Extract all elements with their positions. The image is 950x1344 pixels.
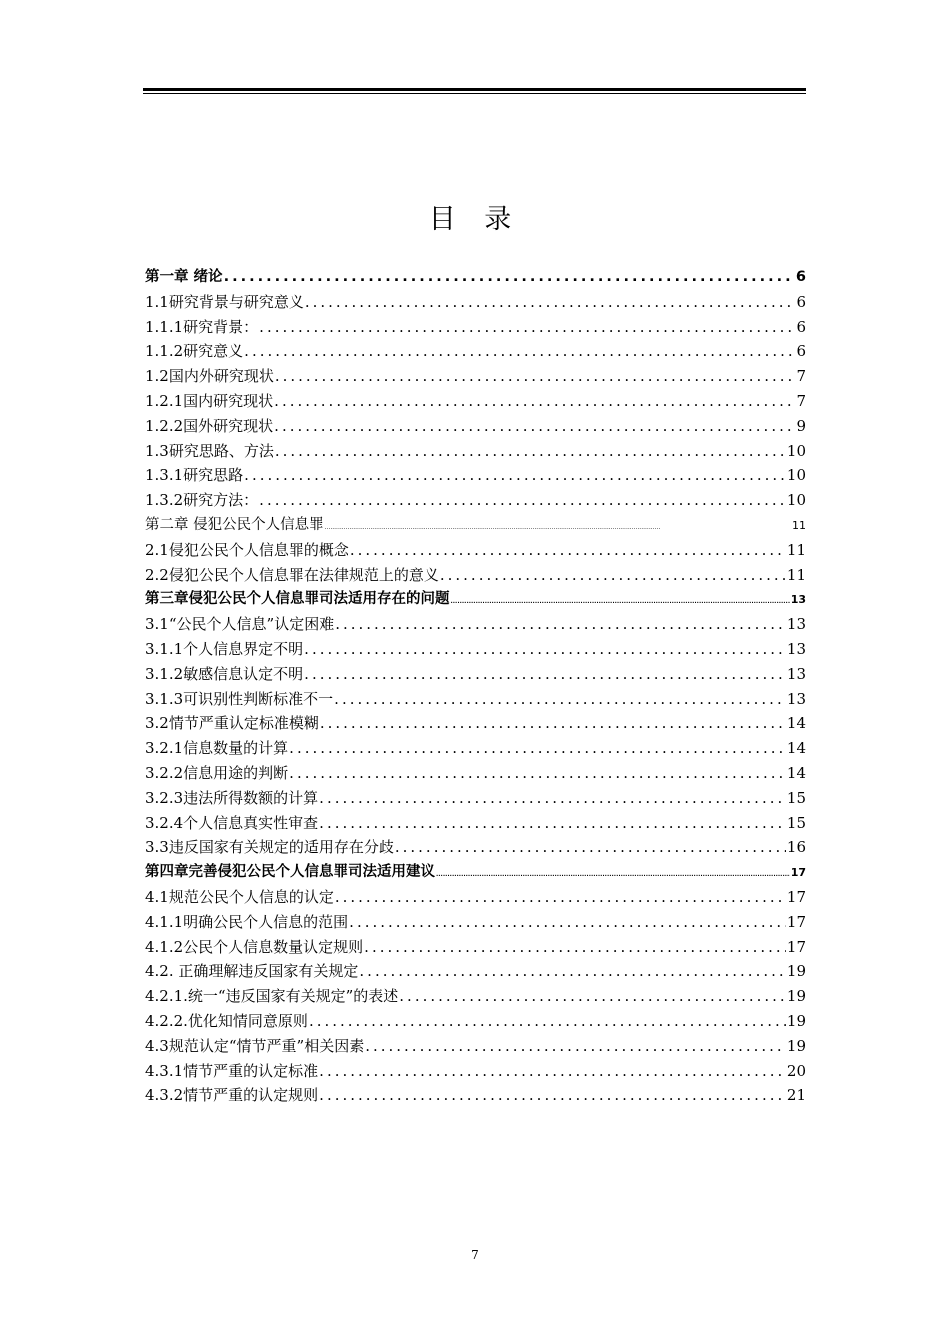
- header-rule-thick: [143, 88, 806, 91]
- toc-entry-label: 4.1.2公民个人信息数量认定规则: [145, 937, 364, 956]
- toc-entry-label: 第一章 绪论: [145, 269, 223, 285]
- toc-entry-label: 4.2. 正确理解违反国家有关规定: [145, 962, 359, 981]
- toc-entry-label: 1.2.2国外研究现状: [145, 416, 274, 435]
- toc-entry-page: 20: [786, 1061, 806, 1080]
- toc-entry-page: 9: [796, 416, 806, 435]
- toc-leader: [289, 736, 786, 761]
- toc-leader: [349, 910, 786, 935]
- toc-entry-page: 6: [795, 269, 806, 285]
- toc-leader: [309, 1009, 786, 1034]
- toc-entry-label: 4.2.1.统一“违反国家有关规定”的表述: [145, 987, 399, 1006]
- toc-entry-page: 6: [796, 317, 806, 336]
- table-of-contents: [145, 265, 806, 1108]
- toc-entry[interactable]: [145, 290, 806, 315]
- toc-entry-label: 3.2情节严重认定标准模糊: [145, 714, 319, 733]
- toc-entry[interactable]: [145, 935, 806, 960]
- toc-title: 目 录: [428, 204, 522, 235]
- toc-entry-label: 1.2国内外研究现状: [145, 367, 274, 386]
- toc-entry[interactable]: [145, 736, 806, 761]
- toc-entry-page: 16: [786, 838, 806, 857]
- toc-leader: [304, 637, 786, 662]
- toc-entry[interactable]: [145, 910, 806, 935]
- toc-leader: [224, 265, 795, 290]
- toc-leader: [274, 414, 795, 439]
- toc-leader: [335, 885, 786, 910]
- toc-entry[interactable]: [145, 463, 806, 488]
- toc-entry-label: 第三章侵犯公民个人信息罪司法适用存在的问题: [145, 591, 450, 608]
- toc-entry[interactable]: [145, 513, 806, 538]
- toc-entry-label: 3.2.4个人信息真实性审查: [145, 813, 319, 832]
- toc-entry[interactable]: [145, 1009, 806, 1034]
- toc-entry[interactable]: [145, 984, 806, 1009]
- toc-entry[interactable]: [145, 662, 806, 687]
- toc-entry-label: 第四章完善侵犯公民个人信息罪司法适用建议: [145, 864, 435, 881]
- toc-entry[interactable]: [145, 488, 806, 513]
- toc-entry-page: 19: [786, 1036, 806, 1055]
- toc-leader: [275, 364, 796, 389]
- toc-entry[interactable]: [145, 835, 806, 860]
- toc-entry-page: 13: [786, 689, 806, 708]
- toc-entry-page: 11: [786, 565, 806, 584]
- toc-leader: [319, 811, 786, 836]
- toc-entry-page: 13: [786, 615, 806, 634]
- toc-leader: [320, 711, 786, 736]
- toc-entry-label: 3.1.1个人信息界定不明: [145, 639, 304, 658]
- toc-entry-label: 3.1“公民个人信息”认定困难: [145, 615, 335, 634]
- toc-entry[interactable]: [145, 1083, 806, 1108]
- toc-entry-page: 6: [796, 292, 806, 311]
- toc-entry[interactable]: [145, 1059, 806, 1084]
- toc-entry-label: 1.3研究思路、方法: [145, 441, 274, 460]
- toc-entry[interactable]: [145, 860, 806, 885]
- toc-leader: [399, 984, 786, 1009]
- toc-entry-page: 15: [786, 813, 806, 832]
- toc-leader: [289, 761, 786, 786]
- toc-leader: [259, 315, 795, 340]
- toc-leader: [350, 538, 786, 563]
- toc-entry-page: 11: [792, 518, 806, 532]
- toc-entry-page: 14: [786, 763, 806, 782]
- toc-entry[interactable]: [145, 637, 806, 662]
- toc-leader: [440, 563, 786, 588]
- toc-entry-label: 3.2.2信息用途的判断: [145, 763, 289, 782]
- toc-entry-label: 1.1研究背景与研究意义: [145, 292, 304, 311]
- toc-entry-page: 10: [786, 441, 806, 460]
- page-number: 7: [471, 1248, 479, 1262]
- toc-entry-page: 7: [796, 391, 806, 410]
- toc-entry[interactable]: [145, 811, 806, 836]
- toc-leader: [319, 1083, 786, 1108]
- toc-entry-page: 17: [786, 937, 806, 956]
- toc-entry-label: 第二章 侵犯公民个人信息罪: [145, 516, 324, 533]
- toc-entry-page: 13: [790, 593, 806, 607]
- toc-entry[interactable]: [145, 538, 806, 563]
- toc-leader: [359, 959, 786, 984]
- toc-entry-page: 21: [786, 1086, 806, 1105]
- toc-entry-label: 2.1侵犯公民个人信息罪的概念: [145, 540, 349, 559]
- toc-entry-page: 11: [786, 540, 806, 559]
- toc-entry-page: 6: [796, 342, 806, 361]
- toc-entry[interactable]: [145, 612, 806, 637]
- toc-entry-page: 15: [786, 788, 806, 807]
- toc-entry-page: 19: [786, 1011, 806, 1030]
- toc-entry[interactable]: [145, 389, 806, 414]
- toc-entry-page: 14: [786, 714, 806, 733]
- toc-entry-page: 10: [786, 466, 806, 485]
- toc-entry-label: 3.2.1信息数量的计算: [145, 739, 289, 758]
- toc-entry-page: 10: [786, 491, 806, 510]
- toc-leader: [244, 463, 786, 488]
- toc-leader: [319, 786, 786, 811]
- header-rule-thin: [143, 93, 806, 94]
- toc-entry[interactable]: [145, 339, 806, 364]
- toc-entry-label: 3.1.2敏感信息认定不明: [145, 664, 304, 683]
- toc-entry[interactable]: [145, 959, 806, 984]
- toc-leader: [305, 290, 796, 315]
- toc-leader: [275, 439, 786, 464]
- toc-entry-label: 1.3.2研究方法：: [145, 491, 259, 510]
- toc-leader: [244, 339, 795, 364]
- toc-leader: [334, 687, 786, 712]
- toc-leader: [274, 389, 795, 414]
- toc-entry[interactable]: [145, 265, 806, 290]
- toc-entry-label: 1.1.2研究意义: [145, 342, 244, 361]
- toc-entry-page: 14: [786, 739, 806, 758]
- toc-entry-label: 4.3.1情节严重的认定标准: [145, 1061, 319, 1080]
- toc-entry[interactable]: [145, 587, 806, 612]
- toc-entry[interactable]: [145, 364, 806, 389]
- toc-entry[interactable]: [145, 786, 806, 811]
- toc-entry[interactable]: [145, 439, 806, 464]
- toc-entry-label: 4.1规范公民个人信息的认定: [145, 887, 334, 906]
- toc-leader: [259, 488, 786, 513]
- toc-entry-label: 3.2.3违法所得数额的计算: [145, 788, 319, 807]
- toc-leader: [395, 835, 786, 860]
- toc-entry[interactable]: [145, 414, 806, 439]
- toc-entry-label: 2.2侵犯公民个人信息罪在法律规范上的意义: [145, 565, 439, 584]
- toc-entry[interactable]: [145, 885, 806, 910]
- toc-entry-label: 4.3规范认定“情节严重”相关因素: [145, 1036, 365, 1055]
- toc-entry-label: 3.1.3可识别性判断标准不一: [145, 689, 334, 708]
- toc-entry[interactable]: [145, 687, 806, 712]
- toc-entry[interactable]: [145, 563, 806, 588]
- toc-leader: [319, 1059, 786, 1084]
- toc-entry[interactable]: [145, 315, 806, 340]
- toc-entry-page: 7: [796, 367, 806, 386]
- toc-entry-label: 1.3.1研究思路: [145, 466, 244, 485]
- toc-entry-label: 4.3.2情节严重的认定规则: [145, 1086, 319, 1105]
- toc-entry-label: 1.1.1研究背景：: [145, 317, 259, 336]
- toc-entry-page: 19: [786, 987, 806, 1006]
- toc-leader: [365, 1034, 786, 1059]
- toc-entry-page: 13: [786, 664, 806, 683]
- toc-entry-page: 13: [786, 639, 806, 658]
- toc-leader: [335, 612, 786, 637]
- toc-entry[interactable]: [145, 711, 806, 736]
- toc-entry[interactable]: [145, 761, 806, 786]
- toc-entry-page: 17: [790, 866, 806, 880]
- toc-entry-label: 4.1.1明确公民个人信息的范围: [145, 912, 349, 931]
- toc-entry-label: 1.2.1国内研究现状: [145, 391, 274, 410]
- toc-leader: [304, 662, 786, 687]
- toc-leader: [364, 935, 786, 960]
- toc-entry-page: 17: [786, 887, 806, 906]
- toc-entry-label: 3.3违反国家有关规定的适用存在分歧: [145, 838, 394, 857]
- toc-entry-page: 19: [786, 962, 806, 981]
- toc-entry-label: 4.2.2.优化知情同意原则: [145, 1011, 308, 1030]
- toc-entry[interactable]: [145, 1034, 806, 1059]
- toc-entry-page: 17: [786, 912, 806, 931]
